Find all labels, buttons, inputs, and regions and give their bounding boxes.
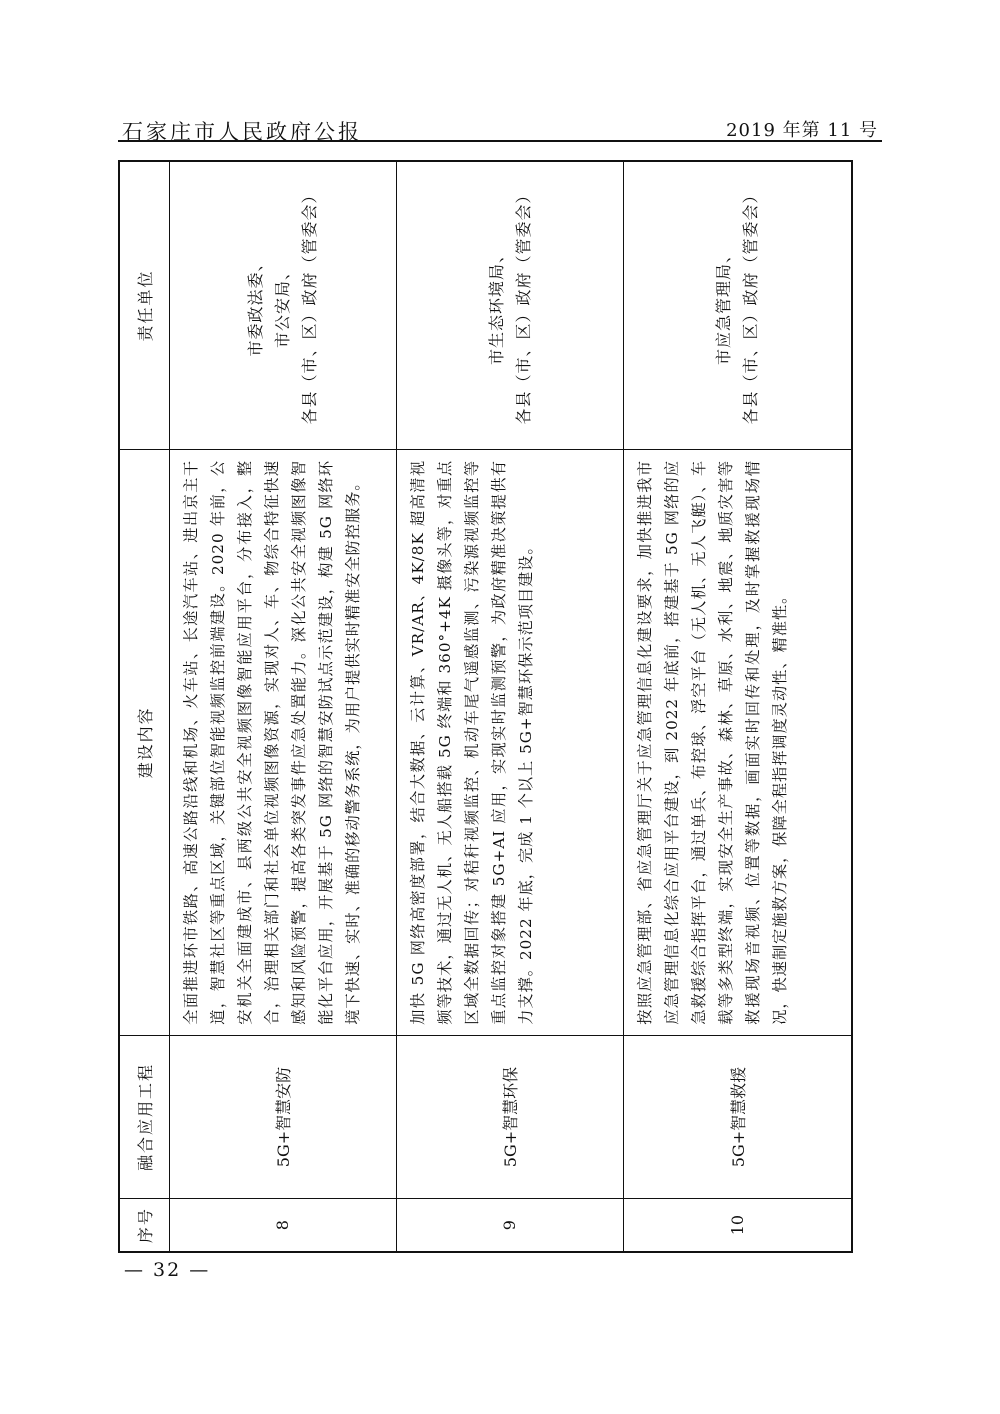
table-row — [397, 162, 624, 1251]
publication-title: 石家庄市人民政府公报 — [122, 120, 362, 144]
row-content — [170, 449, 396, 1035]
table-row — [170, 162, 397, 1251]
row-seq: 10 — [624, 1198, 851, 1251]
header-divider — [118, 140, 882, 142]
row-content — [624, 449, 851, 1035]
header-project — [120, 1035, 169, 1198]
row-seq: 9 — [397, 1198, 623, 1251]
table-header-row — [120, 162, 170, 1251]
header-unit — [120, 162, 169, 449]
row-seq: 8 — [170, 1198, 396, 1251]
unit-line: 各县（市、区）政府（管委会） — [300, 186, 320, 425]
header-unit-label: 责任单位 — [135, 269, 155, 342]
row-unit — [624, 162, 851, 449]
unit-line: 各县（市、区）政府（管委会） — [741, 186, 761, 425]
row-project: 5G+智慧安防 — [170, 1035, 396, 1198]
row-content — [397, 449, 623, 1035]
row-unit — [170, 162, 396, 449]
unit-line: 市应急管理局、 — [714, 245, 734, 365]
unit-line: 市委政法委、 — [246, 254, 266, 357]
table-row — [624, 162, 851, 1251]
unit-line: 市生态环境局、 — [486, 245, 506, 365]
header-content — [120, 449, 169, 1035]
project-table-wrapper — [118, 160, 853, 1253]
row-content-text: 按照应急管理部、省应急管理厅关于应急管理信息化建设要求，加快推进我市应急管理信息化综合应用平台建设，到 2022 年底前，搭建基于 5G 网络的应急救援综合指挥平台，通过单兵、布控球、浮空平台（无人机、无人飞艇）、车载等多类型终端，实现安全生产事故、森林、草原、水利、地震、地质灾害等救援现场音视频、位置等数据，画面实时回传和处理，及时掌握救援现场情况，快速制定施救方案，保障全程指挥调度灵动性、精准性。 — [635, 459, 789, 1025]
row-project: 5G+智慧环保 — [397, 1035, 623, 1198]
row-content-text: 全面推进环市铁路、高速公路沿线和机场、火车站、长途汽车站、进出京主干道，智慧社区等重点区域，关键部位智能视频监控前端建设。2020 年前，公安机关全面建成市、县两级公共安全视频图像智能应用平台，分布接入，整合，治理相关部门和社会单位视频图像资源，实现对人、车、物综合特征快速感知和风险预警，提高各类突发事件应急处置能力。深化公共安全视频图像智能化平台应用，开展基于 5G 网络的智慧安防试点示范建设，构建 5G 网络环境下快速、实时、准确的移动警务系统，为用户提供实时精准安全防控服务。 — [181, 459, 362, 1025]
unit-line: 市公安局、 — [273, 262, 293, 348]
row-project: 5G+智慧救援 — [624, 1035, 851, 1198]
project-table — [118, 160, 853, 1253]
header-seq-label: 序号 — [135, 1207, 155, 1244]
row-content-text: 加快 5G 网络高密度部署，结合大数据、云计算、VR/AR、4K/8K 超高清视频等技术，通过无人机、无人船搭载 5G 终端和 360°+4K 摄像头等，对重点区域全数据回传；对秸秆视频监控、机动车尾气遥感监测、污染源视频监控等重点监控对象搭建 5G+AI 应用，实现实时监测预警，为政府精准决策提供有力支撑。2022 年底，完成 1 个以上 5G+智慧环保示范项目建设。 — [408, 459, 535, 1025]
issue-number: 2019 年第 11 号 — [726, 120, 878, 141]
unit-line: 各县（市、区）政府（管委会） — [513, 186, 533, 425]
header-content-label: 建设内容 — [135, 706, 155, 779]
row-unit — [397, 162, 623, 449]
header-project-label: 融合应用工程 — [135, 1062, 155, 1171]
page-number: — 32 — — [124, 1259, 211, 1281]
header-seq — [120, 1198, 169, 1251]
